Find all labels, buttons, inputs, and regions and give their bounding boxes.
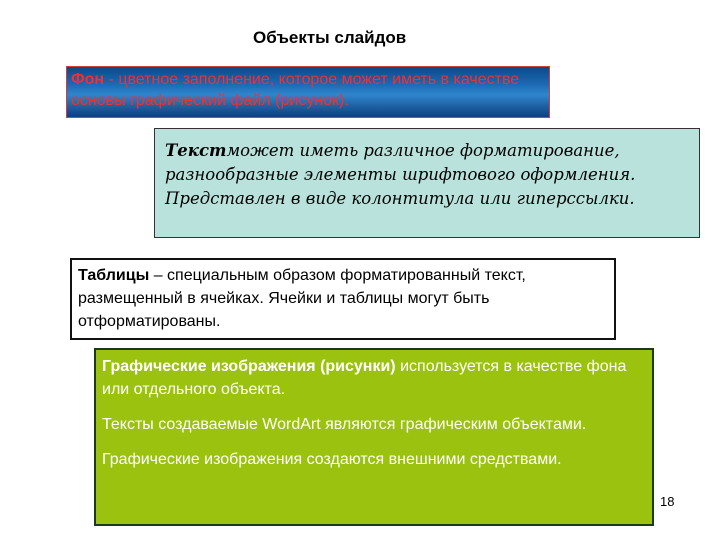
wordart-paragraph: Тексты создаваемые WordArt являются графическим объектами. — [102, 416, 587, 433]
graphics-description: используется в качестве фона или отдельного объекта. — [102, 358, 627, 398]
background-definition-box — [66, 66, 550, 118]
background-term: Фон — [71, 71, 105, 88]
tables-definition-text — [72, 260, 614, 337]
tables-term: Таблицы — [78, 267, 150, 284]
tables-description: – специальным образом форматированный текст, размещенный в ячейках. Ячейки и таблицы могут быть отформатированы. — [78, 267, 526, 330]
external-tools-paragraph: Графические изображения создаются внешними средствами. — [102, 451, 562, 468]
graphics-definition-box — [94, 348, 654, 526]
text-definition-text — [155, 129, 699, 211]
slide-title: Объекты слайдов — [253, 28, 407, 47]
graphics-term: Графические изображения (рисунки) — [102, 358, 396, 375]
text-definition-box — [154, 128, 700, 238]
background-description: - цветное заполнение, которое может иметь в качестве основы графический файл (рисунок). — [71, 71, 520, 109]
background-definition-text — [67, 67, 549, 113]
tables-definition-box — [70, 258, 616, 340]
text-description: может иметь различное форматирование, разнообразные элементы шрифтового оформления. Представлен в виде колонтитула или гиперссылки. — [165, 141, 636, 208]
text-term: Текст — [165, 141, 227, 160]
page-number: 18 — [660, 494, 675, 509]
graphics-definition-text — [96, 350, 652, 401]
